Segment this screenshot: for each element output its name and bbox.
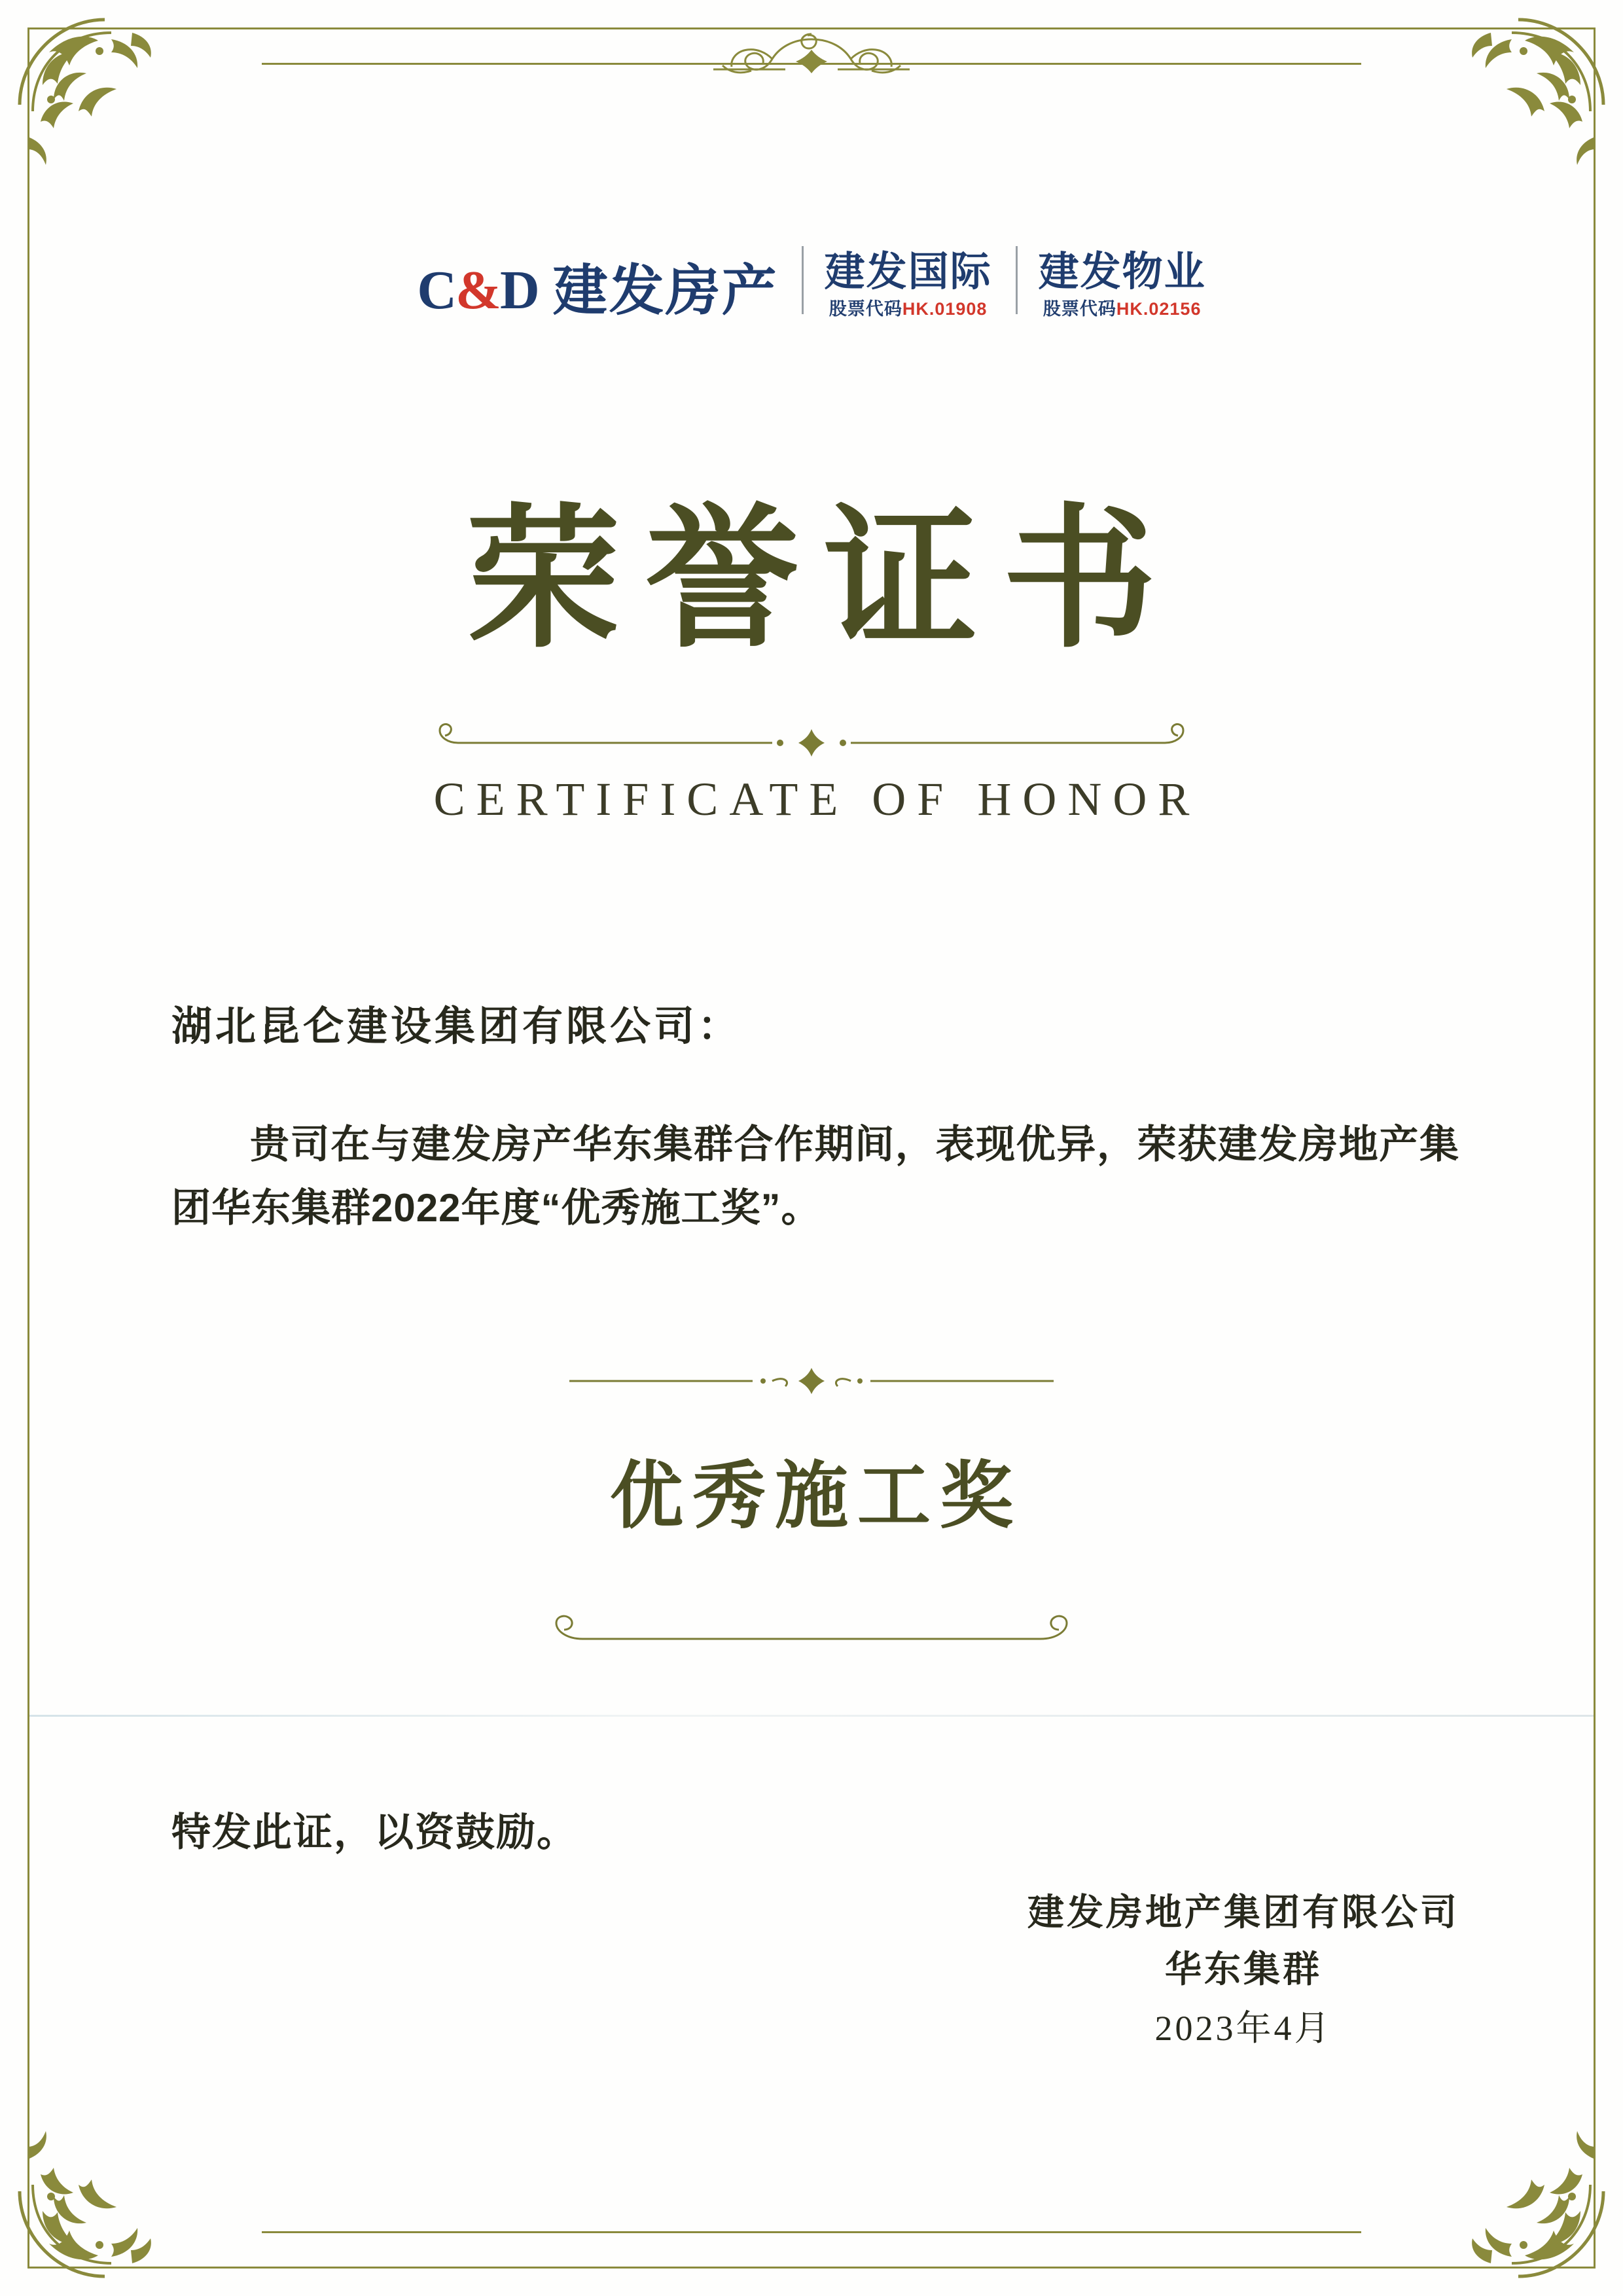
brand-code-value-international: HK.01908 (902, 299, 988, 319)
body-paragraph: 贵司在与建发房产华东集群合作期间，表现优异，荣获建发房地产集团华东集群2022年度“优秀施工奖”。 (171, 1122, 1459, 1230)
logo-divider-2 (1016, 246, 1018, 314)
closing-statement: 特发此证，以资鼓励。 (171, 1810, 577, 1854)
brand-block-property (1038, 249, 1206, 319)
cd-logo-mark (417, 260, 539, 321)
award-divider-bottom (484, 1610, 1139, 1656)
award-name: 优秀施工奖 (610, 1455, 1022, 1537)
top-flourish-ornament (674, 22, 949, 94)
title-divider-ornament (380, 720, 1243, 766)
award-divider-top (550, 1361, 1073, 1401)
brand-logo-row (0, 246, 1623, 321)
page-subtitle-english: CERTIFICATE OF HONOR (433, 773, 1201, 825)
cd-logo-c: C (417, 260, 455, 321)
corner-ornament-bottom-left (13, 2087, 209, 2283)
brand-code-label-international: 股票代码 (829, 299, 902, 319)
brand-name-international: 建发国际 (824, 249, 992, 295)
brand-code-value-property: HK.02156 (1116, 299, 1202, 319)
brand-code-property (1039, 300, 1206, 318)
brand-name-property: 建发物业 (1038, 249, 1206, 295)
brand-code-international (825, 300, 992, 318)
cd-logo-d: D (499, 260, 539, 321)
corner-ornament-top-left (13, 13, 209, 209)
signature-division: 华东集群 (1165, 1949, 1322, 1990)
corner-ornament-bottom-right (1414, 2087, 1610, 2283)
signature-block (1027, 1885, 1459, 2058)
company-name: 建发房产 (552, 260, 778, 321)
page-title: 荣誉证书 (467, 495, 1181, 666)
corner-ornament-top-right (1414, 13, 1610, 209)
scan-seam (29, 1715, 1594, 1717)
inner-rule-bottom (262, 2231, 1361, 2233)
cd-logo-ampersand: & (455, 260, 500, 321)
signature-date: 2023年4月 (1154, 2008, 1332, 2048)
brand-block-international (824, 249, 992, 319)
salutation: 湖北昆仑建设集团有限公司： (171, 1004, 742, 1049)
signature-organization: 建发房地产集团有限公司 (1027, 1893, 1459, 1933)
brand-code-label-property: 股票代码 (1043, 299, 1116, 319)
logo-divider-1 (802, 246, 804, 314)
